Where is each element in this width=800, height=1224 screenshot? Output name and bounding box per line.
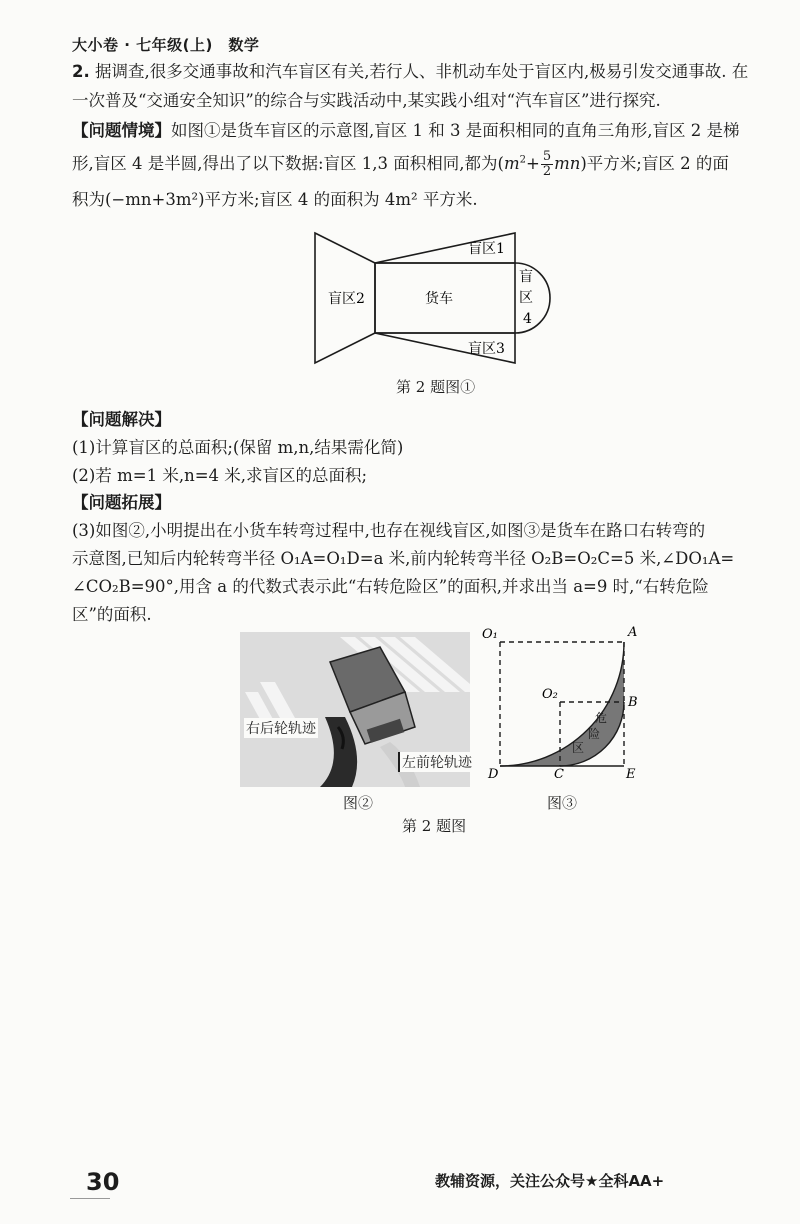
rear-wheel-label: 右后轮轨迹 (244, 718, 318, 738)
danger-label-b: 险 (588, 727, 601, 741)
figure3-geometry-diagram (480, 618, 640, 783)
problem-intro-line1 (72, 58, 748, 82)
question-3-line1: (3)如图②,小明提出在小货车转弯过程中,也存在视线盲区,如图③是货车在路口右转弯的 (72, 521, 706, 540)
question-3-line4: 区”的面积. (72, 605, 152, 624)
footer-note: 教辅资源，关注公众号★全科AA+ (435, 1172, 665, 1190)
figure2-caption: 图② (343, 794, 374, 812)
book-header: 大小卷 · 七年级(上) 数学 (72, 36, 260, 54)
situation-tag: 【问题情境】 (72, 121, 171, 140)
point-A: A (628, 625, 638, 640)
problem-intro-line2: 一次普及“交通安全知识”的综合与实践活动中,某实践小组对“汽车盲区”进行探究. (72, 91, 661, 110)
zone4-label-c: 4 (523, 311, 532, 327)
question-1: (1)计算盲区的总面积;(保留 m,n,结果需化简) (72, 438, 404, 457)
point-O2: O₂ (542, 687, 558, 702)
situation-line3: 积为(−mn+3m²)平方米;盲区 4 的面积为 4m² 平方米. (72, 190, 478, 209)
footer-rule (70, 1198, 110, 1199)
truck-label: 货车 (425, 291, 453, 307)
zone4-label-b: 区 (519, 290, 533, 306)
zone1-label: 盲区1 (468, 241, 505, 257)
danger-label-a: 危 (595, 711, 608, 725)
situation-text-2b: )平方米;盲区 2 的面 (580, 154, 729, 173)
question-3-line3: ∠CO₂B=90°,用含 a 的代数式表示此“右转危险区”的面积,并求出当 a=9 时,“右转危险 (72, 577, 709, 596)
point-C: C (554, 767, 564, 782)
fraction-numerator: 5 (542, 149, 552, 164)
fraction-denominator: 2 (542, 164, 552, 179)
solve-tag (72, 406, 171, 430)
zone2-label: 盲区2 (328, 291, 365, 307)
zone3-label: 盲区3 (468, 341, 505, 357)
question-2: (2)若 m=1 米,n=4 米,求盲区的总面积; (72, 466, 368, 485)
situation-line1 (72, 117, 739, 141)
figure1-truck-diagram (300, 225, 560, 365)
extend-tag-text: 【问题拓展】 (72, 493, 171, 512)
point-B: B (628, 695, 638, 710)
point-E: E (626, 767, 636, 782)
solve-tag-text: 【问题解决】 (72, 410, 171, 429)
situation-text-1: 如图①是货车盲区的示意图,盲区 1 和 3 是面积相同的直角三角形,盲区 2 是梯 (171, 121, 740, 140)
intro-text-1: 据调查,很多交通事故和汽车盲区有关,若行人、非机动车处于盲区内,极易引发交通事故. 在 (95, 62, 749, 81)
fraction (541, 150, 553, 179)
question-3-line2: 示意图,已知后内轮转弯半径 O₁A=O₁D=a 米,前内轮转弯半径 O₂B=O₂C=5 米,∠DO₁A= (72, 549, 735, 568)
page-number: 30 (86, 1168, 120, 1196)
situation-text-2a: 形,盲区 4 是半圆,得出了以下数据:盲区 1,3 面积相同,都为( (72, 154, 504, 173)
extend-tag (72, 489, 171, 513)
point-D: D (488, 767, 499, 782)
zone4-label-a: 盲 (519, 269, 533, 285)
danger-label-c: 区 (572, 741, 585, 755)
figure1-caption: 第 2 题图① (396, 378, 476, 396)
figure3-caption: 图③ (547, 794, 578, 812)
situation-line2: 形,盲区 4 是半圆,得出了以下数据:盲区 1,3 面积相同,都为($m^2+$ $\frac{5}{2}$ mn)平方米;盲区 2 的面 (72, 149, 729, 179)
figures-caption: 第 2 题图 (402, 817, 467, 835)
problem-number: 2. (72, 62, 90, 81)
point-O1: O₁ (482, 627, 498, 642)
front-wheel-label: 左前轮轨迹 (398, 752, 474, 772)
